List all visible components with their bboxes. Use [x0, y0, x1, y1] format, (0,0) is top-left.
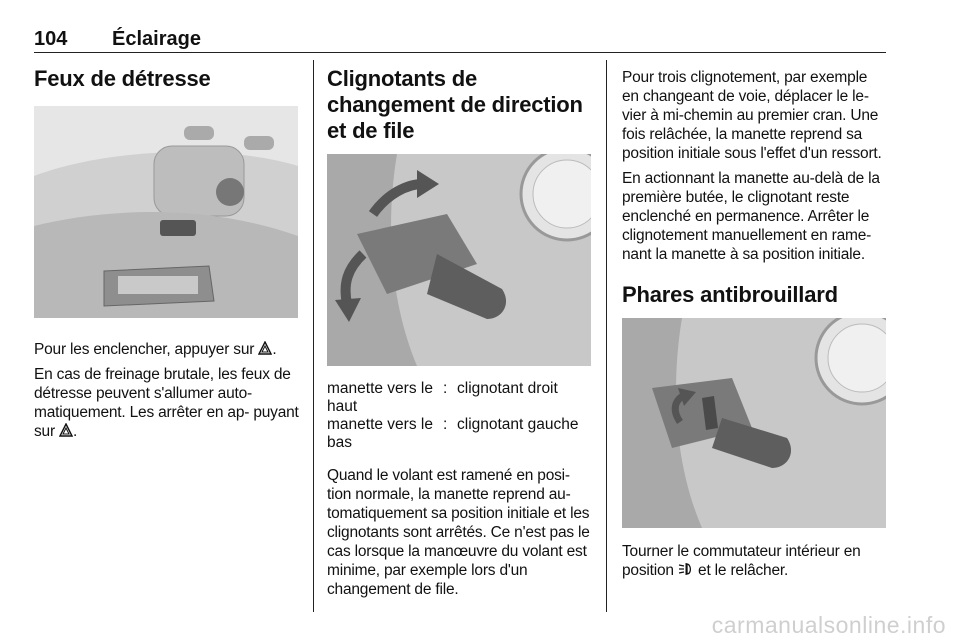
page-header: [34, 22, 886, 53]
heading-turn-signals: Clignotants de changement de direction et de file: [327, 66, 583, 143]
figure-turn-signal-lever: [327, 154, 591, 366]
list-term: manette vers le bas: [327, 416, 433, 451]
list-sep: :: [443, 416, 448, 433]
permanent-signal-para: En actionnant la manette au-delà de la première butée, le clignotant reste enclenché en permanence. Arrêter le clignotement manuellement en rame- nant la manette à sa position initiale.: [622, 170, 880, 263]
column-hazard-lights: [34, 60, 300, 441]
hazard-para-2-text: En cas de freinage brutale, les feux de détresse peuvent s'allumer auto- matiquement. Les arrêter en ap- puyant sur: [34, 366, 299, 440]
hazard-triangle-icon: [258, 341, 272, 355]
list-sep: :: [443, 380, 448, 397]
lane-change-para: Pour trois clignotement, par exemple en changeant de voie, déplacer le le- vier à mi-chemin au premier cran. Une fois relâchée, la manette reprend sa position initiale sous l'effet d'un ressort.: [622, 69, 882, 162]
section-title: Éclairage: [112, 28, 201, 50]
list-item: [327, 380, 591, 416]
heading-hazard-lights: Feux de détresse: [34, 66, 211, 91]
watermark: carmanualsonline.info: [711, 612, 946, 638]
hazard-para-2-end: .: [73, 423, 78, 440]
turn-signal-para: Quand le volant est ramené en posi- tion normale, la manette reprend au- tomatiquement sa position initiale et les clignotants sont arrêtés. Ce n'est pas le cas lorsque la manœuvre du volant est minime, par exemple lors d'un changement de file.: [327, 467, 590, 598]
hazard-para-2: [34, 365, 300, 441]
heading-fog-lights: Phares antibrouillard: [622, 282, 838, 307]
fog-light-para-end: et le relâcher.: [698, 562, 789, 579]
list-desc: clignotant gauche: [457, 416, 579, 433]
lever-direction-list: [327, 380, 591, 452]
figure-fog-light-switch: [622, 318, 886, 528]
page-number: 104: [34, 28, 68, 50]
hazard-para-1: [34, 340, 300, 359]
hazard-para-1-end: .: [272, 341, 277, 358]
fog-light-para-text: Tourner le commutateur intérieur en position: [622, 543, 861, 579]
column-divider-1: [313, 60, 314, 612]
column-turn-signals: [327, 60, 591, 599]
column-divider-2: [606, 60, 607, 612]
column-lane-and-fog: [622, 60, 888, 580]
fog-light-icon: [678, 562, 694, 576]
list-term: manette vers le haut: [327, 380, 433, 415]
list-desc: clignotant droit: [457, 380, 558, 397]
list-item: [327, 416, 591, 452]
hazard-para-1-text: Pour les enclencher, appuyer sur: [34, 341, 255, 358]
hazard-triangle-icon: [59, 423, 73, 437]
fog-light-para: [622, 542, 888, 580]
figure-hazard-switch: [34, 106, 298, 318]
